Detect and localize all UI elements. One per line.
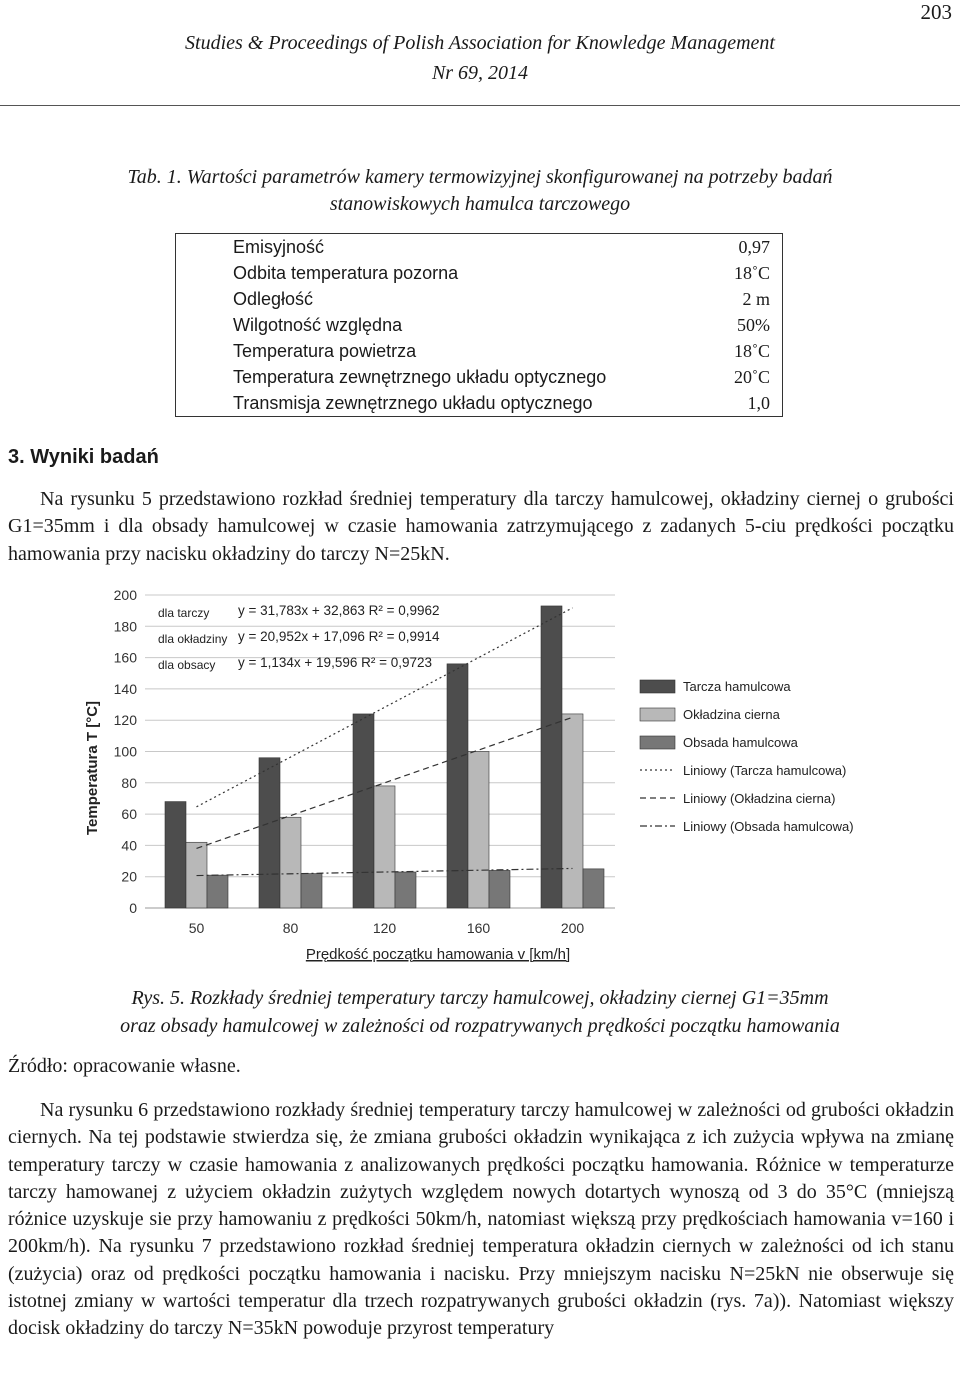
y-tick-label: 40: [121, 837, 137, 854]
legend-label: Liniowy (Okładzina cierna): [683, 791, 836, 806]
figure-caption-line1: Rys. 5. Rozkłady średniej temperatury tarczy hamulcowej, okładziny ciernej G1=35mm: [131, 987, 829, 1009]
bar: [259, 758, 280, 908]
y-tick-label: 180: [113, 618, 137, 635]
y-tick-label: 200: [113, 587, 137, 603]
y-tick-label: 140: [113, 680, 137, 697]
parameters-table: [175, 233, 783, 417]
legend-label: Okładzina cierna: [683, 707, 780, 722]
legend-label: Liniowy (Obsada hamulcowa): [683, 819, 854, 834]
journal-issue: Nr 69, 2014: [431, 62, 529, 84]
parameter-value: 2 m: [742, 289, 770, 309]
chart-annotations: [158, 603, 440, 672]
bar: [353, 714, 374, 908]
chart-x-ticks: [189, 920, 585, 936]
parameter-value: 18˚C: [734, 341, 770, 361]
legend-swatch: [640, 708, 675, 721]
trendline-equation: y = 20,952x + 17,096 R² = 0,9914: [238, 629, 440, 644]
trendline-label: dla okładziny: [158, 632, 228, 646]
parameter-label: Emisyjność: [233, 237, 325, 257]
bar: [468, 752, 489, 909]
header-rule: [0, 105, 960, 106]
bar: [489, 870, 510, 908]
table-caption-line2: stanowiskowych hamulca tarczowego: [329, 193, 631, 215]
y-tick-label: 80: [121, 774, 137, 791]
bar: [280, 817, 301, 908]
table-row: [176, 260, 783, 286]
legend-label: Obsada hamulcowa: [683, 735, 798, 750]
bar: [301, 874, 322, 908]
parameter-label: Transmisja zewnętrznego układu optycznego: [233, 393, 593, 413]
parameter-label: Temperatura zewnętrznego układu optycznego: [233, 367, 607, 387]
parameter-value: 0,97: [738, 237, 770, 257]
parameter-value: 1,0: [747, 393, 770, 413]
y-tick-label: 160: [113, 649, 137, 666]
bar: [165, 802, 186, 908]
y-tick-label: 20: [121, 868, 137, 885]
table-caption-line1: Tab. 1. Wartości parametrów kamery termowizyjnej skonfigurowanej na potrzeby badań: [127, 166, 833, 188]
table-row: [176, 364, 783, 390]
legend-label: Liniowy (Tarcza hamulcowa): [683, 763, 847, 778]
x-tick-label: 160: [466, 920, 491, 936]
bar: [374, 786, 395, 908]
y-tick-label: 60: [121, 806, 137, 823]
legend-label: Tarcza hamulcowa: [683, 679, 791, 694]
parameter-value: 50%: [737, 315, 770, 335]
trendline-label: dla tarczy: [158, 606, 210, 620]
page-number: 203: [920, 0, 952, 24]
y-tick-label: 120: [113, 712, 137, 729]
parameter-label: Wilgotność względna: [233, 315, 403, 335]
chart-y-ticks: [114, 587, 138, 916]
journal-title: Studies & Proceedings of Polish Association for Knowledge Management: [185, 32, 775, 54]
trendline-equation: y = 31,783x + 32,863 R² = 0,9962: [238, 603, 440, 618]
x-tick-label: 50: [188, 920, 205, 936]
trendline-label: dla obsacy: [158, 658, 216, 672]
temperature-chart: [75, 583, 875, 973]
bar: [447, 664, 468, 908]
y-tick-label: 100: [113, 743, 137, 760]
chart-y-label: Temperatura T [°C]: [84, 700, 101, 836]
parameter-label: Odległość: [233, 289, 314, 309]
legend-swatch: [640, 736, 675, 749]
table-row: [176, 234, 783, 261]
paragraph-1: Na rysunku 5 przedstawiono rozkład średniej temperatury dla tarczy hamulcowej, okładziny ciernej o grubości G1=35mm i dla obsady hamulcowej w czasie hamowania zatrzymującego z zadanych 5-ciu prędkości początku hamowania przy nacisku okładziny do tarczy N=25kN.: [8, 488, 954, 565]
table-row: [176, 338, 783, 364]
section-heading: 3. Wyniki badań: [8, 446, 159, 468]
x-tick-label: 120: [372, 920, 397, 936]
paragraph-2: Na rysunku 6 przedstawiono rozkłady średniej temperatury tarczy hamulcowej w zależności od grubości okładzin ciernych. Na tej podstawie stwierdza się, że zmiana grubości okładzin wynikająca z ich zużycia wpływa na zmianę temperatury tarczy w czasie hamowania z analizowanych prędkości początku hamowania. Różnice w temperaturze tarczy hamowanej z użyciem okładzin zużytych względem nowych dotartych wynoszą od 3 do 35°C (mniejszą różnice uzyskuje sie przy hamowaniu z prędkości 50km/h, natomiast większą przy prędkościach hamowania v=160 i 200km/h). Na rysunku 7 przedstawiono rozkład średniej temperatura okładzin ciernych w zależności od ich stanu (zużycia) oraz od prędkości początku hamowania i nacisku. Przy mniejszym nacisku N=25kN nie obserwuje się istotnej zmiany w wartości temperatur dla trzech rozpatrywanych grubości okładzin (rys. 7a)). Natomiast większy docisk okładziny do tarczy N=35kN powoduje przyrost temperatury: [8, 1099, 954, 1340]
figure-caption-line2: oraz obsady hamulcowej w zależności od rozpatrywanych prędkości początku hamowania: [120, 1015, 840, 1037]
trendline-equation: y = 1,134x + 19,596 R² = 0,9723: [238, 655, 433, 670]
x-tick-label: 80: [282, 920, 299, 936]
parameter-label: Odbita temperatura pozorna: [233, 263, 459, 283]
table-row: [176, 286, 783, 312]
chart-bars: [165, 606, 604, 908]
chart-legend: [640, 679, 854, 834]
bar: [583, 869, 604, 908]
parameter-value: 18˚C: [734, 263, 770, 283]
bar: [541, 606, 562, 908]
table-row: [176, 312, 783, 338]
bar: [395, 872, 416, 908]
legend-swatch: [640, 680, 675, 693]
x-tick-label: 200: [560, 920, 585, 936]
figure-source: Źródło: opracowanie własne.: [8, 1055, 241, 1077]
parameter-value: 20˚C: [734, 367, 770, 387]
y-tick-label: 0: [129, 900, 137, 916]
table-row: [176, 390, 783, 417]
parameter-label: Temperatura powietrza: [233, 341, 417, 361]
bar: [562, 714, 583, 908]
chart-x-label: Prędkość początku hamowania v [km/h]: [305, 946, 571, 963]
bar: [207, 875, 228, 908]
